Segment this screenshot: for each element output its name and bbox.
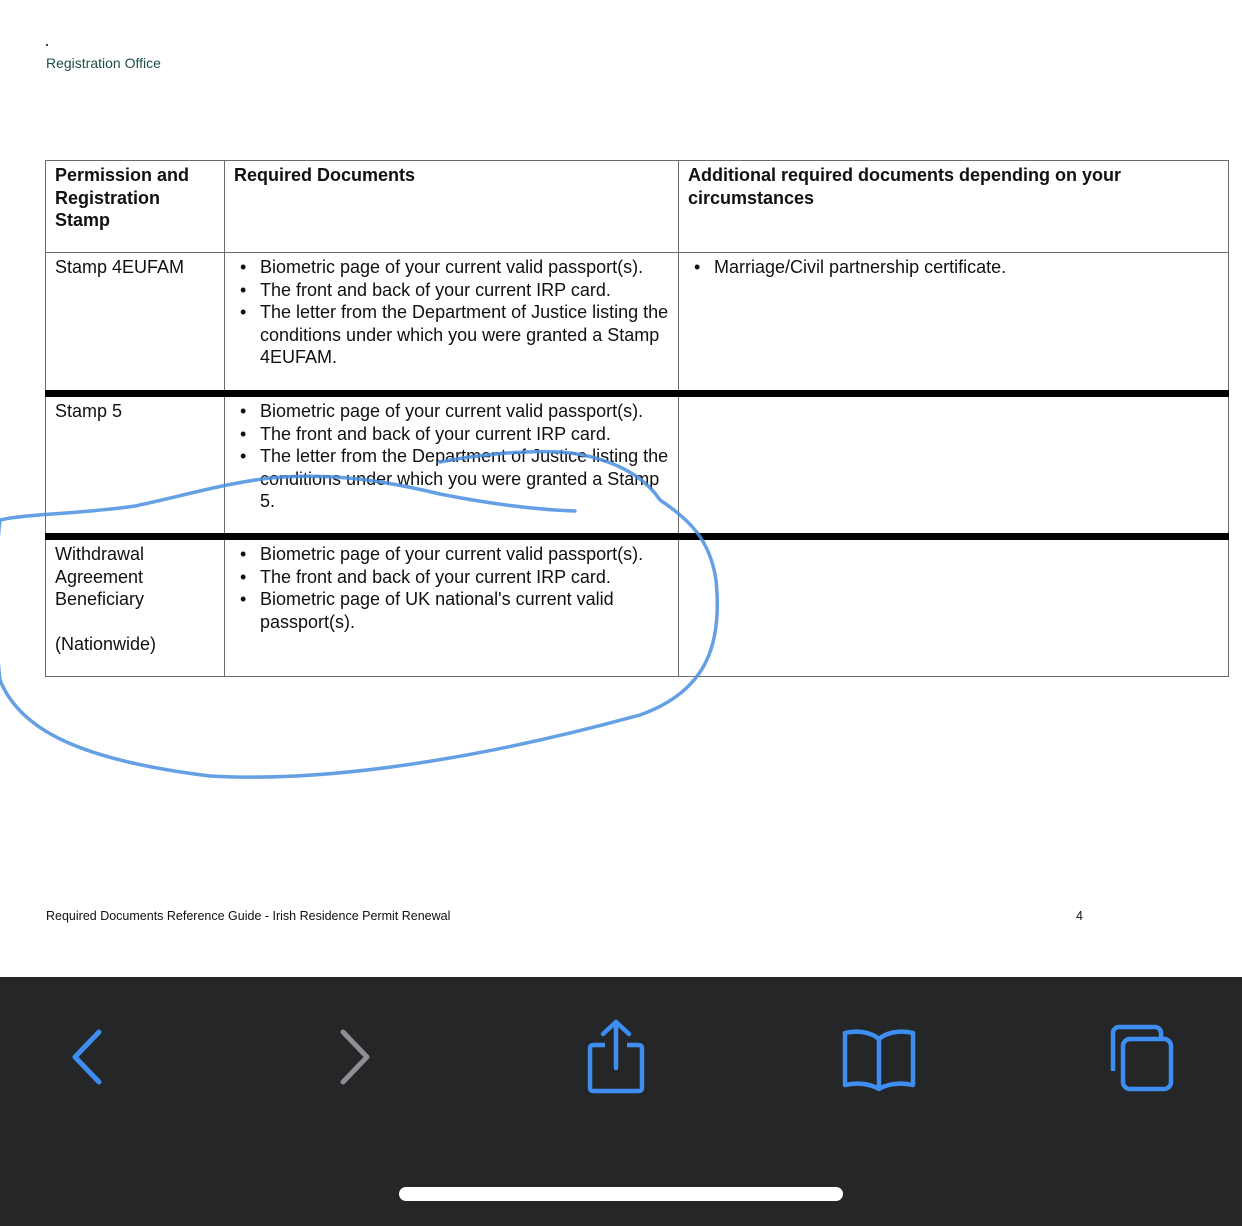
- share-icon: [585, 1018, 647, 1094]
- page-number: 4: [1076, 909, 1083, 923]
- permission-line: Beneficiary: [55, 589, 145, 609]
- list-item: • The letter from the Department of Justice listing the conditions under which you were granted a Stamp 5.: [260, 445, 670, 513]
- additional-documents-cell: [679, 537, 1229, 677]
- list-item: • Marriage/Civil partnership certificate.: [714, 256, 1220, 279]
- bookmarks-button[interactable]: [838, 1023, 920, 1095]
- permission-cell: Stamp 4EUFAM: [46, 253, 225, 394]
- table-row: [46, 394, 1229, 537]
- column-header: Permission and Registration Stamp: [46, 161, 225, 253]
- required-documents-cell: [225, 537, 679, 677]
- page-header: Registration Office: [46, 55, 161, 71]
- list-item: • The letter from the Department of Justice listing the conditions under which you were granted a Stamp 4EUFAM.: [260, 301, 670, 369]
- permission-note: (Nationwide): [55, 633, 157, 654]
- tabs-button[interactable]: [1102, 1021, 1180, 1095]
- table-header-row: [46, 161, 1229, 253]
- list-item: • Biometric page of your current valid passport(s).: [260, 543, 670, 566]
- forward-button[interactable]: [328, 1020, 382, 1094]
- list-item: • Biometric page of your current valid passport(s).: [260, 256, 670, 279]
- required-documents-cell: [225, 253, 679, 394]
- column-header: Required Documents: [225, 161, 679, 253]
- share-button[interactable]: [580, 1015, 652, 1097]
- table-row: [46, 253, 1229, 394]
- tabs-icon: [1105, 1023, 1177, 1093]
- additional-documents-cell: [679, 253, 1229, 394]
- list-item: • The front and back of your current IRP card.: [260, 423, 670, 446]
- page-footer: Required Documents Reference Guide - Irish Residence Permit Renewal: [46, 909, 451, 923]
- additional-documents-cell: [679, 394, 1229, 537]
- list-item: • Biometric page of your current valid passport(s).: [260, 400, 670, 423]
- table-row: [46, 537, 1229, 677]
- permission-cell: [46, 537, 225, 677]
- bookmarks-book-icon: [841, 1027, 917, 1091]
- browser-toolbar: [0, 977, 1242, 1226]
- permission-cell: Stamp 5: [46, 394, 225, 537]
- list-item: • Biometric page of UK national's current valid passport(s).: [260, 588, 670, 633]
- list-item: • The front and back of your current IRP card.: [260, 279, 670, 302]
- header-mark: [46, 44, 48, 46]
- list-item: • The front and back of your current IRP card.: [260, 566, 670, 589]
- permission-line: Agreement: [55, 566, 144, 587]
- back-chevron-icon: [69, 1027, 105, 1087]
- back-button[interactable]: [60, 1020, 114, 1094]
- required-documents-cell: [225, 394, 679, 537]
- required-documents-table: [45, 160, 1229, 677]
- forward-chevron-icon: [337, 1027, 373, 1087]
- column-header: Additional required documents depending on your circumstances: [679, 161, 1229, 253]
- permission-line: Withdrawal: [55, 544, 145, 564]
- home-indicator[interactable]: [399, 1187, 843, 1201]
